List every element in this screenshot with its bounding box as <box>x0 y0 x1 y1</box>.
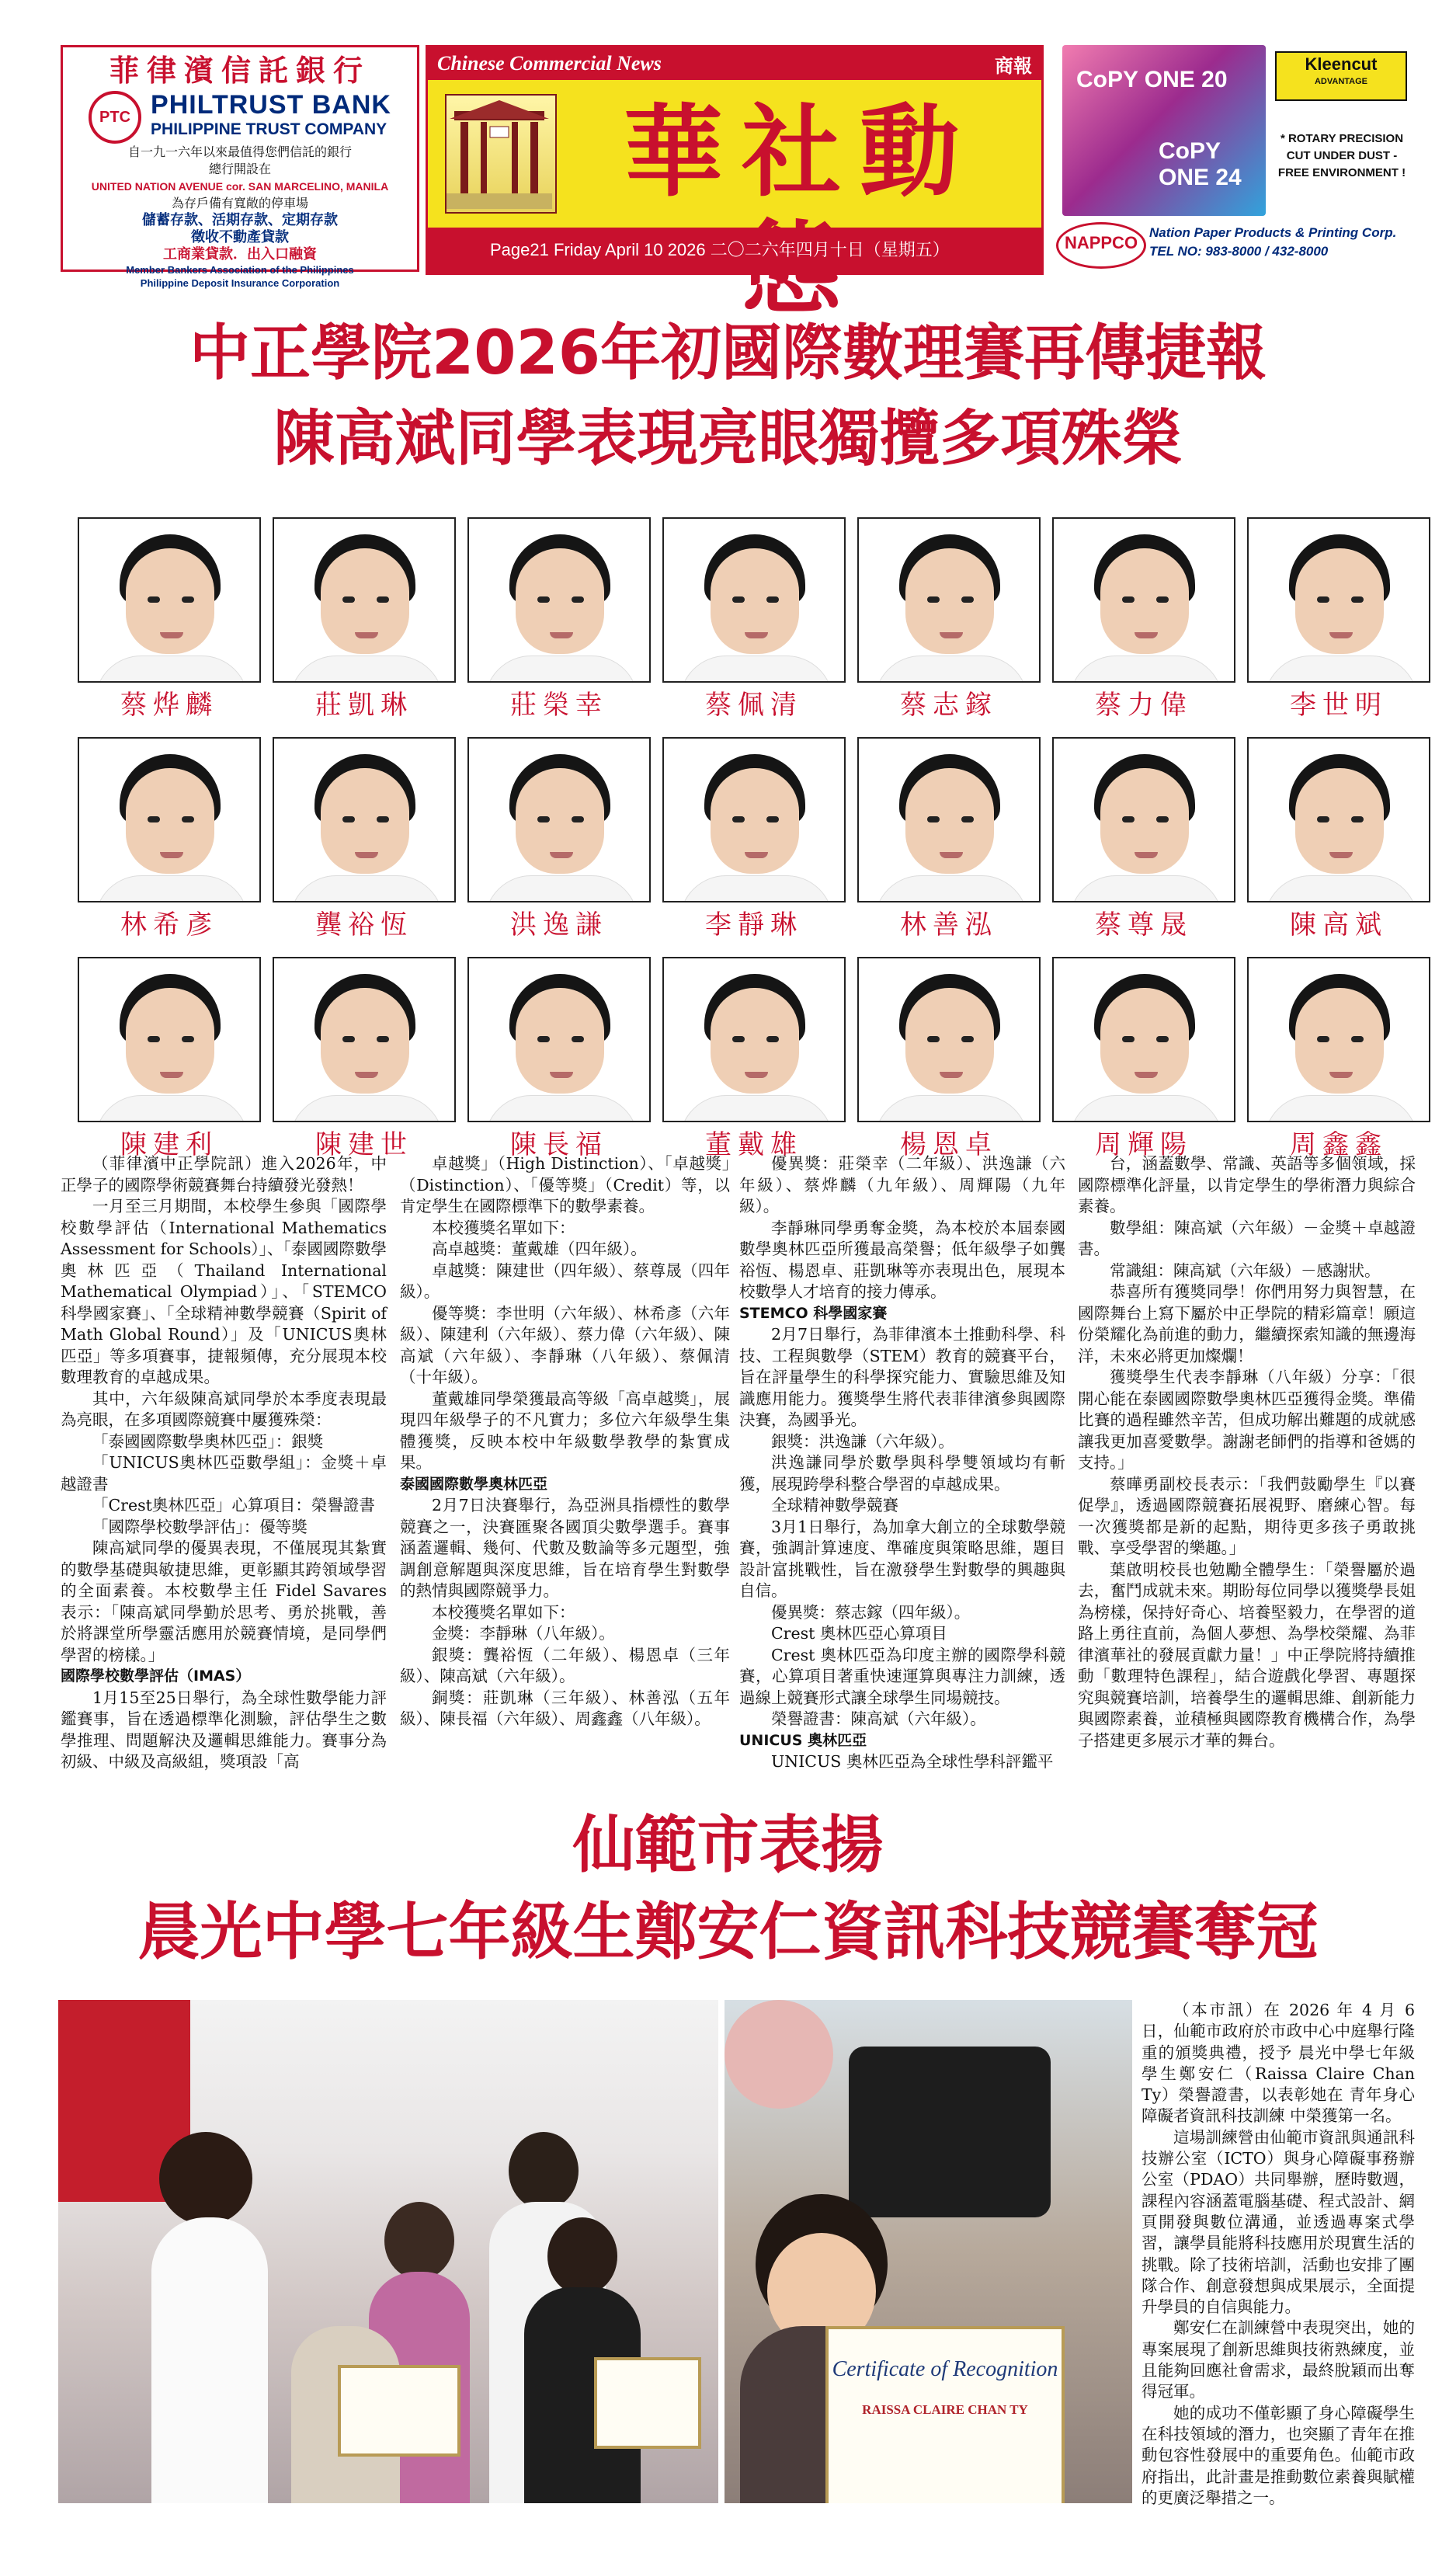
page-title: 華社動 <box>623 94 978 210</box>
article-paragraph: 其中，六年級陳高斌同學於本季度表現最為亮眼，在多項國際競賽中屢獲殊榮： <box>61 1389 387 1429</box>
article-paragraph: 卓越獎」（High Distinction）、「卓越獎」（Distinction）、「優等獎」（Credit）等，以肯定學生在國際標準下的數學素養。 <box>400 1154 730 1215</box>
student-portrait <box>857 737 1041 902</box>
student-name: 洪逸謙 <box>510 909 608 941</box>
student-name: 陳長福 <box>510 1129 608 1160</box>
bank-membership-2: Philippine Deposit Insurance Corporation <box>140 277 340 289</box>
dateline: Page21 Friday April 10 2026 二〇二六年四月十日（星期五） <box>428 228 1041 273</box>
student-card <box>1052 517 1235 728</box>
article-paragraph: 董戴雄同學榮獲最高等級「高卓越獎」，展現四年級學子的不凡實力；多位六年級學生集體獲獎，反映本校中年級數學教學的紮實成果。 <box>400 1389 730 1472</box>
bank-name-english: PHILTRUST BANK <box>151 90 391 120</box>
student-card <box>273 957 456 1167</box>
certificate-photo <box>725 2000 1132 2503</box>
student-portrait <box>273 517 456 683</box>
article-paragraph: 全球精神數學競賽 <box>771 1496 898 1514</box>
article-paragraph: 銀獎：龔裕恆（二年級）、楊恩卓（三年級）、陳高斌（六年級）。 <box>400 1645 730 1685</box>
student-card <box>1052 737 1235 948</box>
article-paragraph: 銀獎：洪逸謙（六年級）。 <box>771 1431 954 1451</box>
article-2-headline: 仙範市表揚 <box>572 1809 884 1881</box>
bank-services-3: 工商業貸款．出入口融資 <box>163 246 317 263</box>
bank-company-name: PHILIPPINE TRUST COMPANY <box>151 120 387 138</box>
photo-row <box>78 517 1430 728</box>
student-portrait <box>467 957 651 1122</box>
bank-slogan: 自一九一六年以來最值得您們信託的銀行 <box>127 144 352 159</box>
article-paragraph: 常識組：陳高斌（六年級）－感謝狀。 <box>1110 1261 1381 1280</box>
article-paragraph: 她的成功不僅彰顯了身心障礙學生在科技領域的潛力，也突顯了青年在推動包容性發展中的重要角色。仙範市政府指出，此計畫是推動數位素養與賦權的更廣泛舉措之一。 <box>1142 2403 1415 2507</box>
paper-name-english: Chinese Commercial News <box>437 52 662 75</box>
student-card <box>78 737 261 948</box>
bank-membership-1: Member Bankers Association of the Philippines <box>126 264 354 276</box>
article-paragraph: 榮譽證書：陳高斌（六年級）。 <box>771 1709 986 1728</box>
article-paragraph: 洪逸謙同學於數學與科學雙領域均有斬獲，展現跨學科整合學習的卓越成果。 <box>739 1453 1065 1494</box>
article-paragraph: 「UNICUS奧林匹亞數學組」：金獎＋卓越證書 <box>61 1453 387 1494</box>
student-portrait <box>662 737 846 902</box>
bank-name-chinese: 菲律濱信託銀行 <box>109 53 370 88</box>
student-portrait <box>857 517 1041 683</box>
student-name: 蔡佩清 <box>705 690 803 721</box>
student-name: 陳建世 <box>315 1129 413 1160</box>
paper-products-advertisement <box>1056 45 1410 278</box>
student-card <box>273 737 456 948</box>
student-portrait <box>467 517 651 683</box>
article-1-column-3 <box>739 1153 1065 1773</box>
student-name: 龔裕恆 <box>315 909 413 941</box>
article-paragraph: 3月1日舉行，為加拿大創立的全球數學競賽，強調計算速度、準確度與策略思維，題目設計富挑戰性，旨在激發學生對數學的興趣與自信。 <box>739 1517 1065 1600</box>
student-name: 莊凱琳 <box>315 690 413 721</box>
student-name: 楊恩卓 <box>900 1129 998 1160</box>
student-card <box>662 737 846 948</box>
article-paragraph: 本校獲獎名單如下： <box>432 1218 575 1237</box>
student-name: 董戴雄 <box>705 1129 803 1160</box>
masthead <box>426 45 1044 275</box>
student-portrait <box>662 957 846 1122</box>
student-portrait <box>1247 957 1430 1122</box>
company-name: Nation Paper Products & Printing Corp. <box>1149 225 1397 240</box>
paper-name-chinese: 商報 <box>995 54 1032 77</box>
nappco-logo: NAPPCO <box>1056 222 1146 269</box>
article-paragraph: 優異獎：莊榮幸（二年級）、洪逸謙（六年級）、蔡烨麟（九年級）、周輝陽（九年級）。 <box>739 1154 1065 1215</box>
student-card <box>857 517 1041 728</box>
article-paragraph: 卓越獎：陳建世（四年級）、蔡尊晟（四年級）。 <box>400 1261 730 1301</box>
student-name: 周鑫鑫 <box>1290 1129 1388 1160</box>
student-name: 李靜琳 <box>705 909 803 941</box>
article-paragraph: 銅獎：莊凱琳（三年級）、林善泓（五年級）、陳長福（六年級）、周鑫鑫（八年級）。 <box>400 1688 730 1728</box>
article-paragraph: （本市訊）在 2026 年 4 月 6 日，仙範市政府於市政中心中庭舉行隆重的頒獎典禮，授予 晨光中學七年級學生鄭安仁（Raissa Claire Chan Ty）榮譽證書，以表彰她在 青年身心障礙者資訊科技訓練 中榮獲第一名。 <box>1142 2001 1415 2126</box>
article-paragraph: UNICUS 奧林匹亞 <box>739 1731 867 1749</box>
article-paragraph: 2月7日決賽舉行，為亞洲具指標性的數學競賽之一，決賽匯聚各國頂尖數學選手。賽事涵蓋邏輯、幾何、代數及數論等多元題型，強調創意解題與深度思維，旨在培育學生對數學的熱情與國際競爭力。 <box>400 1496 730 1600</box>
company-telephone: TEL NO: 983-8000 / 432-8000 <box>1149 244 1329 259</box>
student-card <box>857 957 1041 1167</box>
paper-slogan: * ROTARY PRECISION CUT UNDER DUST - FREE ENVIRONMENT ! <box>1277 132 1406 179</box>
article-paragraph: （菲律濱中正學院訊）進入2026年，中正學子的國際學術競賽舞台持續發光發熱！ <box>61 1154 387 1195</box>
student-card <box>1052 957 1235 1167</box>
bank-logo-icon: PTC <box>89 91 141 144</box>
article-1-column-4 <box>1078 1153 1416 1751</box>
student-card <box>857 737 1041 948</box>
student-name: 李世明 <box>1290 690 1388 721</box>
student-card <box>467 737 651 948</box>
article-2-body <box>1142 2000 1415 2509</box>
photo-row <box>78 737 1430 948</box>
bank-head-office-label: 總行開設在 <box>208 162 271 176</box>
student-name: 林善泓 <box>900 909 998 941</box>
student-card <box>467 957 651 1167</box>
student-portrait <box>1052 517 1235 683</box>
certificate-name: RAISSA CLAIRE CHAN TY <box>862 2402 1028 2417</box>
student-card <box>1247 957 1430 1167</box>
masthead-illustration <box>445 94 557 214</box>
article-paragraph: Crest 奧林匹亞為印度主辦的國際學科競賽，心算項目著重快速運算與專注力訓練，透過線上競賽形式讓全球學生同場競技。 <box>739 1645 1065 1707</box>
certificate-title: Certificate of Recognition <box>832 2357 1058 2381</box>
student-portrait <box>1052 737 1235 902</box>
student-portrait <box>78 957 261 1122</box>
student-name: 蔡力偉 <box>1095 690 1193 721</box>
article-2-subheadline: 晨光中學七年級生鄭安仁資訊科技競賽奪冠 <box>137 1896 1319 1968</box>
student-portrait <box>662 517 846 683</box>
student-name: 蔡烨麟 <box>120 690 218 721</box>
student-name: 周輝陽 <box>1095 1129 1193 1160</box>
student-name: 陳高斌 <box>1290 909 1388 941</box>
article-paragraph: 高卓越獎：董戴雄（四年級）。 <box>432 1240 647 1258</box>
student-card <box>662 517 846 728</box>
article-1-column-1 <box>61 1153 387 1773</box>
article-paragraph: 蔡曄勇副校長表示：「我們鼓勵學生『以賽促學』，透過國際競賽拓展視野、磨練心智。每一次獲獎都是新的起點，期待更多孩子勇敢挑戰、享受學習的樂趣。」 <box>1078 1474 1416 1557</box>
article-1-headline: 中正學院2026年初國際數理賽再傳捷報 <box>189 318 1267 388</box>
article-paragraph: 泰國國際數學奧林匹亞 <box>400 1475 548 1493</box>
article-paragraph: 數學組：陳高斌（六年級）－金獎＋卓越證書。 <box>1078 1218 1416 1258</box>
kleencut-tagline: ADVANTAGE <box>1314 77 1368 86</box>
bank-services-2: 徵收不動產貸款 <box>191 229 289 245</box>
award-ceremony-photo <box>58 2000 718 2503</box>
article-paragraph: 金獎：李靜琳（八年級）。 <box>432 1624 615 1643</box>
student-portrait <box>467 737 651 902</box>
student-card <box>78 517 261 728</box>
student-card <box>467 517 651 728</box>
article-paragraph: 台，涵蓋數學、常識、英語等多個領域，採國際標準化評量，以肯定學生的學術潛力與綜合素養。 <box>1078 1154 1416 1215</box>
product-name-1: CoPY ONE 20 <box>1076 67 1228 92</box>
article-paragraph: 優異獎：蔡志鎵（四年級）。 <box>771 1602 971 1622</box>
article-paragraph: UNICUS 奧林匹亞為全球性學科評鑑平 <box>771 1752 1054 1771</box>
student-portrait <box>78 737 261 902</box>
article-paragraph: 國際學校數學評估（IMAS） <box>61 1668 251 1685</box>
student-portrait <box>78 517 261 683</box>
article-paragraph: 2月7日舉行，為菲律濱本土推動科學、科技、工程與數學（STEM）教育的競賽平台，旨在評量學生的科學探究能力、實驗思維及知識應用能力。獲獎學生將代表菲律濱參與國際決賽，為國爭光。 <box>739 1325 1065 1429</box>
student-portrait <box>857 957 1041 1122</box>
student-card <box>1247 737 1430 948</box>
student-name: 林希彥 <box>120 909 218 941</box>
student-card <box>273 517 456 728</box>
article-1-column-2 <box>400 1153 730 1730</box>
student-portrait <box>273 737 456 902</box>
bank-parking-note: 為存戶備有寬敞的停車場 <box>171 196 308 210</box>
student-portrait <box>273 957 456 1122</box>
article-paragraph: STEMCO 科學國家賽 <box>739 1304 888 1322</box>
article-paragraph: 一月至三月期間，本校學生參與「國際學校數學評估（International Mathematics Assessment for Schools）」、「泰國國際數學奧林匹亞（Thailand International Mathematical Olympiad）」、「STEMCO 科學國家賽」、「全球精神數學競賽（Spirit of Math Global Round）」及「UNICUS奧林匹亞」等多項賽事，捷報頻傳，充分展現本校數理教育的卓越成果。 <box>61 1197 387 1386</box>
copy-paper-product-image <box>1062 45 1266 216</box>
article-1-subheadline: 陳高斌同學表現亮眼獨攬多項殊榮 <box>273 404 1183 474</box>
bank-advertisement <box>61 45 419 289</box>
student-card <box>78 957 261 1167</box>
product-name-2: CoPY ONE 24 <box>1159 138 1242 190</box>
article-paragraph: 「國際學校數學評估」：優等獎 <box>92 1517 308 1536</box>
article-paragraph: 「泰國國際數學奧林匹亞」：銀獎 <box>92 1431 324 1451</box>
student-name: 蔡尊晟 <box>1095 909 1193 941</box>
student-name: 莊榮幸 <box>510 690 608 721</box>
article-paragraph: 李靜琳同學勇奪金獎，為本校於本屆泰國數學奧林匹亞所獲最高榮譽；低年級學子如龔裕恆、楊恩卓、莊凱琳等亦表現出色，展現本校數學人才培育的接力傳承。 <box>739 1218 1065 1301</box>
student-name: 蔡志鎵 <box>900 690 998 721</box>
article-paragraph: 獲獎學生代表李靜琳（八年級）分享：「很開心能在泰國國際數學奧林匹亞獲得金獎。準備比賽的過程雖然辛苦，但成功解出難題的成就感讓我更加喜愛數學。謝謝老師們的指導和爸媽的支持。」 <box>1078 1368 1416 1472</box>
student-card <box>1247 517 1430 728</box>
student-portrait <box>1247 737 1430 902</box>
photo-row <box>78 957 1430 1167</box>
article-paragraph: Crest 奧林匹亞心算項目 <box>771 1624 947 1643</box>
article-paragraph: 1月15至25日舉行，為全球性數學能力評鑑賽事，旨在透過標準化測驗，評估學生之數學推理、問題解決及邏輯思維能力。賽事分為初級、中級及高級組，獎項設「高 <box>61 1688 387 1771</box>
student-card <box>662 957 846 1167</box>
article-paragraph: 本校獲獎名單如下： <box>432 1602 575 1622</box>
article-paragraph: 葉啟明校長也勉勵全體學生：「榮譽屬於過去，奮鬥成就未來。期盼每位同學以獲獎學長姐為榜樣，保持好奇心、培養堅毅力，在學習的道路上勇往直前，為個人夢想、為學校榮耀、為菲律濱華社的發展貢獻力量！」中正學院將持續推動「數理特色課程」，結合遊戲化學習、專題探究與競賽培訓，培養學生的邏輯思維、創新能力與國際素養，並積極與國際教育機構合作，為學子搭建更多展示才華的舞台。 <box>1078 1560 1416 1750</box>
kleencut-logo <box>1275 51 1407 101</box>
student-name: 陳建利 <box>120 1129 218 1160</box>
bank-address: UNITED NATION AVENUE cor. SAN MARCELINO, MANILA <box>91 180 389 193</box>
article-paragraph: 「Crest奧林匹亞」心算項目：榮譽證書 <box>92 1496 375 1514</box>
student-portrait <box>1247 517 1430 683</box>
article-paragraph: 鄭安仁在訓練營中表現突出，她的專案展現了創新思維與技術熟練度，並且能夠回應社會需求，最終脫穎而出奪得冠軍。 <box>1142 2318 1415 2401</box>
bank-services-1: 儲蓄存款、活期存款、定期存款 <box>142 212 338 228</box>
article-paragraph: 陳高斌同學的優異表現，不僅展現其紮實的數學基礎與敏捷思維，更彰顯其跨領域學習的全面素養。本校數學主任 Fidel Savares 表示：「陳高斌同學勤於思考、勇於挑戰，善於將課堂所學靈活應用於競賽情境，是同學們學習的榜樣。」 <box>61 1539 387 1664</box>
article-paragraph: 恭喜所有獲獎同學！你們用努力與智慧，在國際舞台上寫下屬於中正學院的精彩篇章！願這份榮耀化為前進的動力，繼續探索知識的無邊海洋，未來必將更加燦爛！ <box>1078 1282 1416 1365</box>
article-paragraph: 這場訓練營由仙範市資訊與通訊科技辦公室（ICTO）與身心障礙事務辦公室（PDAO）共同舉辦，歷時數週，課程內容涵蓋電腦基礎、程式設計、網頁開發與數位溝通，並透過專案式學習，讓學員能將科技應用於現實生活的挑戰。除了技術培訓，活動也安排了團隊合作、創意發想與成果展示，全面提升學員的自信與能力。 <box>1142 2127 1415 2317</box>
student-portrait <box>1052 957 1235 1122</box>
student-photo-grid <box>78 517 1430 1177</box>
article-paragraph: 優等獎：李世明（六年級）、林希彥（六年級）、陳建利（六年級）、蔡力偉（六年級）、陳高斌（六年級）、李靜琳（八年級）、蔡佩清（十年級）。 <box>400 1303 730 1386</box>
kleencut-brand: Kleencut <box>1305 54 1378 74</box>
